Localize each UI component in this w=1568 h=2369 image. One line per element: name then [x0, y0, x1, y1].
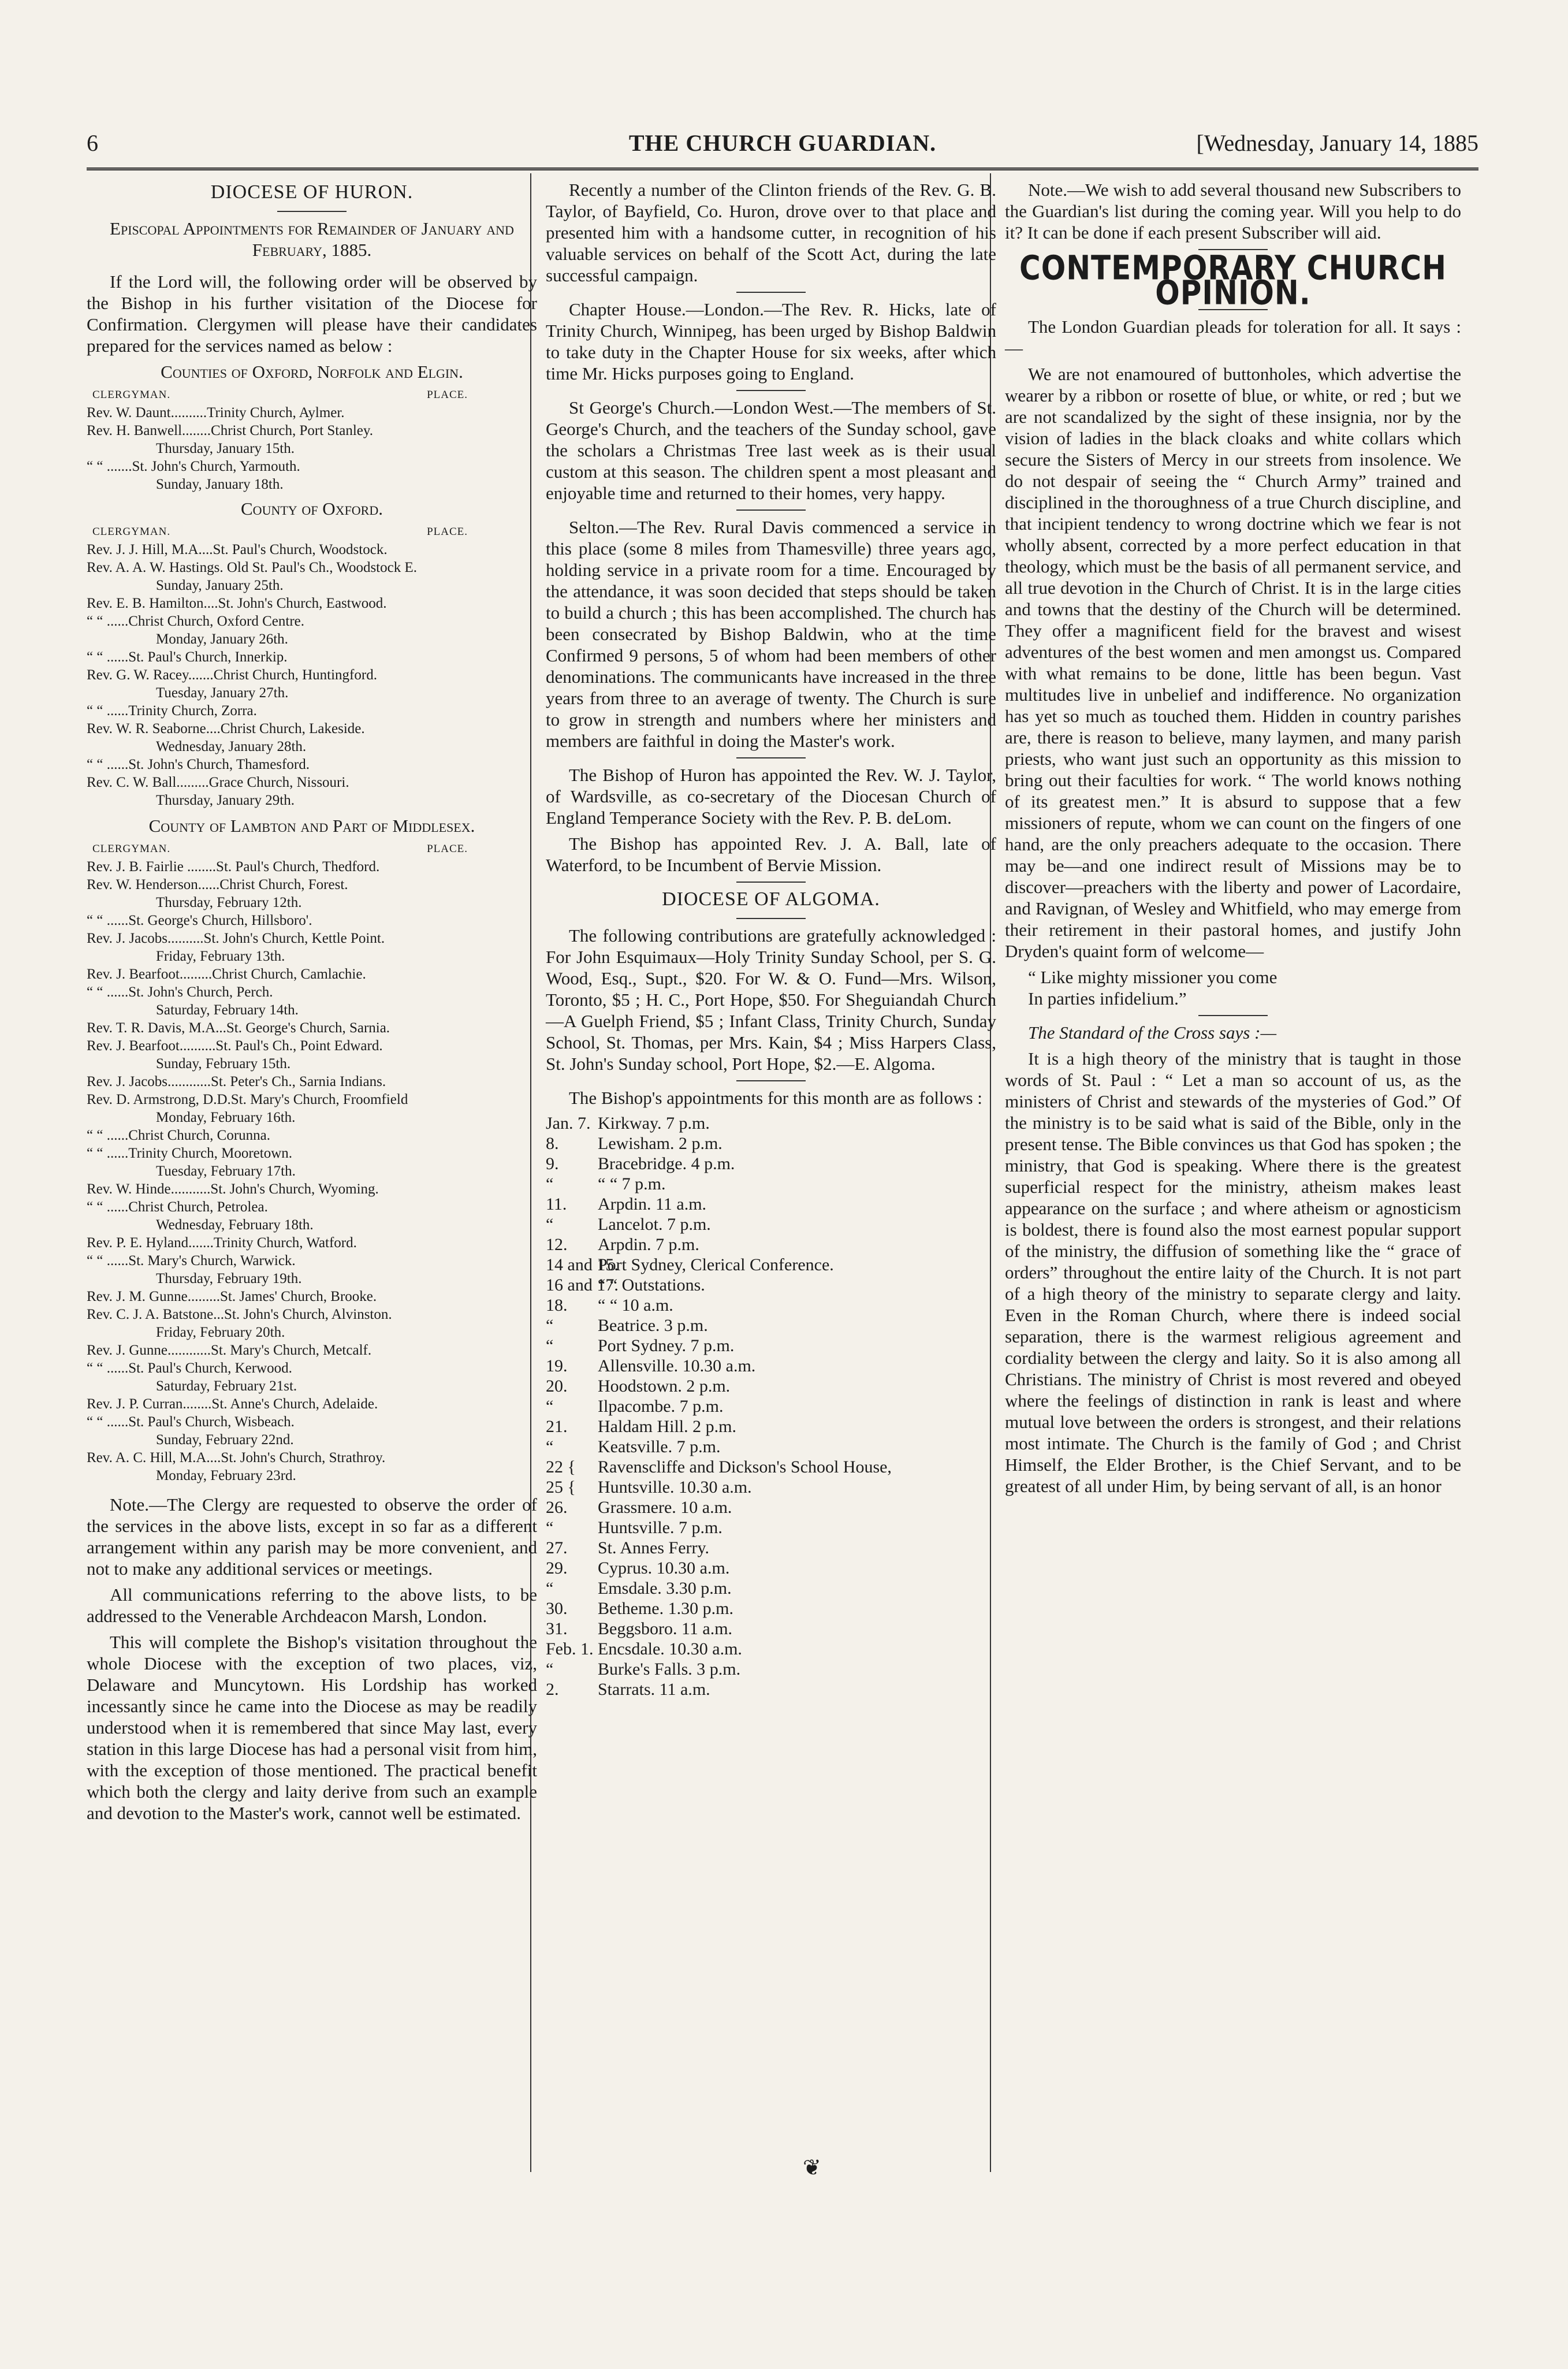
- appointment-table: [87, 840, 537, 1485]
- table-row: Monday, February 23rd.: [156, 1468, 296, 1483]
- list-item: “ Port Sydney. 7 p.m.: [546, 1336, 735, 1355]
- divider: [736, 390, 806, 391]
- paragraph: The Standard of the Cross says :—: [1028, 1022, 1277, 1043]
- list-item: 11. Arpdin. 11 a.m.: [546, 1195, 707, 1214]
- table-row: Monday, February 16th.: [156, 1110, 296, 1125]
- list-item: 26. Grassmere. 10 a.m.: [546, 1498, 732, 1517]
- paragraph: All communications referring to the above lists, to be addressed to the Venerable Archdeacon Marsh, London.: [87, 1585, 537, 1626]
- table-row: Rev. J. B. Fairlie ........St. Paul's Church, Thedford.: [87, 859, 380, 875]
- column-header: PLACE.: [427, 389, 468, 401]
- paragraph: The Bishop's appointments for this month are as follows :: [569, 1088, 982, 1108]
- paragraph: It is a high theory of the ministry that is taught in those words of St. Paul : “ Let a man so account of us, as the ministers of Christ and stewards of the mysteries of God.” Of the ministry is to be said what is said of the Bible, only in the present tense. The Bible convinces us that God has spoken ; the ministry, that God is speaking. Where there is the greatest superficial respect for the ministry, atheism makes least appearance on the surface ; and where atheism or agnosticism is boldest, there is found also the most earnest popular support of the ministry, the diffusion of something like the “ grace of orders” throughout the entire laity of the Church. It is not part of a high theory of the ministry to separate clergy and laity. Even in the Roman Church, where there is indeed social separation, there is the warmest religious agreement and cordiality between the clergy and laity. So it is also among all Christians. The ministry of Christ is most revered and obeyed where the feelings of distinction in rank is least and where mutual love between the orders is strongest, and their relations most intimate. The Church is the family of God ; and Christ Himself, the Elder Brother, is the Chief Servant, and to be greatest of all under Him, by being servant of all, is an honor: [1005, 1048, 1461, 1496]
- list-item: 30. Betheme. 1.30 p.m.: [546, 1599, 733, 1618]
- divider: [736, 1080, 806, 1081]
- list-item: 8. Lewisham. 2 p.m.: [546, 1134, 722, 1153]
- page-number: 6: [87, 130, 98, 156]
- paragraph: Chapter House.—London.—The Rev. R. Hicks, late of Trinity Church, Winnipeg, has been urged by Bishop Baldwin to take duty in the Chapter House for six weeks, after which time Mr. Hicks purposes going to England.: [546, 299, 996, 384]
- table-row: Thursday, February 12th.: [156, 895, 302, 910]
- table-row: Wednesday, January 28th.: [156, 739, 307, 754]
- column-1: [87, 179, 537, 1828]
- column-header: CLERGYMAN.: [92, 526, 171, 538]
- table-row: Rev. H. Banwell........Christ Church, Port Stanley.: [87, 423, 374, 438]
- county-heading: County of Lambton and Part of Middlesex.: [148, 816, 475, 836]
- column-header: PLACE.: [427, 526, 468, 538]
- paragraph: St George's Church.—London West.—The members of St. George's Church, and the teachers of the Sunday school, gave the scholars a Christmas Tree last week as is their usual custom at this season. The children spent a most pleasant and enjoyable time and returned to their homes, very happy.: [546, 397, 996, 503]
- masthead: [87, 126, 1478, 161]
- paragraph: The London Guardian pleads for toleration for all. It says :—: [1005, 317, 1461, 358]
- table-row: Saturday, February 21st.: [156, 1378, 297, 1394]
- table-row: Rev. T. R. Davis, M.A...St. George's Church, Sarnia.: [87, 1020, 390, 1036]
- table-row: “ “ ......St. John's Church, Perch.: [87, 984, 273, 1000]
- table-row: Friday, February 20th.: [156, 1325, 285, 1340]
- table-row: Rev. J. Bearfoot.........Christ Church, Camlachie.: [87, 966, 366, 982]
- table-row: Saturday, February 14th.: [156, 1002, 299, 1018]
- list-item: 2. Starrats. 11 a.m.: [546, 1680, 710, 1699]
- table-row: Rev. J. Jacobs..........St. John's Church, Kettle Point.: [87, 931, 385, 946]
- table-row: “ “ .......St. John's Church, Yarmouth.: [87, 459, 300, 474]
- table-row: Rev. E. B. Hamilton....St. John's Church, Eastwood.: [87, 596, 387, 611]
- list-item: 20. Hoodstown. 2 p.m.: [546, 1377, 731, 1396]
- paragraph: The Bishop has appointed Rev. J. A. Ball, late of Waterford, to be Incumbent of Bervie Mission.: [546, 834, 996, 875]
- table-row: Thursday, January 29th.: [156, 793, 295, 808]
- column-2: [546, 179, 996, 1699]
- table-row: “ “ ......Trinity Church, Zorra.: [87, 703, 257, 719]
- table-row: “ “ ......St. Paul's Church, Kerwood.: [87, 1360, 292, 1376]
- table-row: Rev. J. Gunne............St. Mary's Church, Metcalf.: [87, 1342, 372, 1358]
- table-row: Sunday, February 22nd.: [156, 1432, 294, 1448]
- table-row: Rev. A. C. Hill, M.A....St. John's Church, Strathroy.: [87, 1450, 386, 1466]
- table-row: “ “ ......Trinity Church, Mooretown.: [87, 1146, 292, 1161]
- table-row: Tuesday, February 17th.: [156, 1163, 296, 1179]
- table-row: “ “ ......Christ Church, Petrolea.: [87, 1199, 268, 1215]
- list-item: “ Lancelot. 7 p.m.: [546, 1215, 711, 1234]
- county-heading: Counties of Oxford, Norfolk and Elgin.: [161, 362, 463, 382]
- column-header: PLACE.: [427, 843, 468, 855]
- table-row: Sunday, February 15th.: [156, 1056, 291, 1072]
- subscription-note: Note.—We wish to add several thousand new Subscribers to the Guardian's list during the coming year. Will you help to do it? It can be done if each present Subscriber will aid.: [1005, 180, 1461, 243]
- table-row: “ “ ......St. Paul's Church, Wisbeach.: [87, 1414, 295, 1430]
- table-row: Rev. D. Armstrong, D.D.St. Mary's Church, Froomfield: [87, 1092, 408, 1107]
- table-row: “ “ ......St. Paul's Church, Innerkip.: [87, 649, 288, 665]
- quote-line: “ Like mighty missioner you come: [1028, 967, 1278, 987]
- section-heading: DIOCESE OF HURON.: [210, 181, 414, 203]
- table-row: Rev. P. E. Hyland.......Trinity Church, Watford.: [87, 1235, 357, 1251]
- list-item: “ Emsdale. 3.30 p.m.: [546, 1579, 732, 1598]
- table-row: Thursday, January 15th.: [156, 441, 295, 456]
- table-row: Rev. C. J. A. Batstone...St. John's Church, Alvinston.: [87, 1307, 392, 1322]
- section-subheading: Episcopal Appointments for Remainder of January and February, 1885.: [110, 218, 514, 260]
- table-row: Wednesday, February 18th.: [156, 1217, 314, 1233]
- table-row: Rev. J. Jacobs............St. Peter's Ch., Sarnia Indians.: [87, 1074, 386, 1089]
- table-row: Monday, January 26th.: [156, 631, 288, 647]
- masthead-rule: [87, 168, 1478, 170]
- table-row: “ “ ......St. George's Church, Hillsboro'.: [87, 913, 312, 928]
- list-item: 19. Allensville. 10.30 a.m.: [546, 1356, 756, 1375]
- paragraph: We are not enamoured of buttonholes, which advertise the wearer by a ribbon or rosette of blue, or white, or red ; but we are not scandalized by the sight of these insignia, nor by the vision of ladies in the black cloaks and white collars which secure the Sisters of Mercy in our streets from insolence. We do not despair of seeing the “ Church Army” trained and disciplined in the thoroughness of a true Church discipline, and that incipient tendency to wrong doctrine which we fear is not wholly absent, corrected by a more perfect education in that theology, which must be the basis of all permanent service, and all true devotion in the Church of Christ. It is in the large cities and towns that the destiny of the Church will be determined. They offer a magnificent field for the bravest and wisest adventures of the best women and men amongst us. Compared with what remains to be done, little has been begun. Vast multitudes live in unbelief and indifference. No organization has yet so much as touched them. Hidden in country parishes are, there is reason to believe, many laymen, and many parish priests, who want just such an opportunity as this mission to bring out their faculties for work. “ The world knows nothing of its greatest men.” It is absurd to suppose that a few missioners of repute, whom we can count on the fingers of one hand, are the only preachers adequate to the occasion. There may be—and one indirect result of Missions may be to discover—preachers with the liberty and power of Lacordaire, and Ravignan, of Wesley and Whitfield, who may emerge from their retirement in their pastoral homes, and justify John Dryden's quaint form of welcome—: [1005, 364, 1461, 961]
- table-row: Rev. J. P. Curran........St. Anne's Church, Adelaide.: [87, 1396, 378, 1412]
- table-row: Rev. G. W. Racey.......Christ Church, Huntingford.: [87, 667, 377, 683]
- paragraph: This will complete the Bishop's visitation throughout the whole Diocese with the exception of two places, viz, Delaware and Muncytown. His Lordship has worked incessantly since he came into the Diocese as may be readily understood when it is remembered that since May last, every station in this large Diocese has had a personal visit from him, with the exception of those mentioned. The practical benefit which both the clergy and laity derive from such an example and devotion to the Master's work, cannot well be estimated.: [87, 1632, 537, 1823]
- issue-date: [Wednesday, January 14, 1885: [1196, 130, 1478, 156]
- column-header: CLERGYMAN.: [92, 843, 171, 855]
- table-row: Rev. C. W. Ball.........Grace Church, Nissouri.: [87, 775, 349, 790]
- table-row: “ “ ......Christ Church, Corunna.: [87, 1128, 271, 1143]
- list-item: 25 { Huntsville. 10.30 a.m.: [546, 1478, 752, 1497]
- newspaper-title: THE CHURCH GUARDIAN.: [628, 130, 937, 156]
- divider: [736, 918, 806, 919]
- divider: [1198, 1015, 1268, 1016]
- appointment-table: [87, 523, 537, 809]
- list-item: Feb. 1. Encsdale. 10.30 a.m.: [546, 1639, 742, 1658]
- divider: [736, 757, 806, 758]
- table-row: Rev. J. M. Gunne.........St. James' Church, Brooke.: [87, 1289, 377, 1304]
- list-item: 22 { Ravenscliffe and Dickson's School House,: [546, 1457, 892, 1477]
- paragraph: Recently a number of the Clinton friends of the Rev. G. B. Taylor, of Bayfield, Co. Huron, drove over to that place and presented him with a handsome cutter, in recognition of his valuable services on behalf of the Scott Act, during the late successful campaign.: [546, 180, 996, 285]
- verse-quote: [1005, 966, 1461, 1009]
- table-row: Rev. J. J. Hill, M.A....St. Paul's Church, Woodstock.: [87, 542, 388, 557]
- table-row: Thursday, February 19th.: [156, 1271, 302, 1286]
- paragraph: The Bishop of Huron has appointed the Rev. W. J. Taylor, of Wardsville, as co-secretary of the Diocesan Church of England Temperance Society with the Rev. P. B. deLom.: [546, 765, 996, 828]
- table-row: Rev. J. Bearfoot..........St. Paul's Ch., Point Edward.: [87, 1038, 383, 1054]
- list-item: 14 and 15. Port Sydney, Clerical Conference.: [546, 1255, 834, 1274]
- list-item: “ Huntsville. 7 p.m.: [546, 1518, 722, 1537]
- list-item: Jan. 7. Kirkway. 7 p.m.: [546, 1114, 710, 1133]
- appointment-table: [87, 386, 537, 493]
- appointment-list: [546, 1113, 996, 1699]
- table-row: Sunday, January 18th.: [156, 477, 284, 492]
- list-item: 16 and 17. “ “ Outstations.: [546, 1275, 705, 1295]
- divider: [736, 292, 806, 293]
- table-row: Rev. W. Hinde...........St. John's Church, Wyoming.: [87, 1181, 379, 1197]
- table-row: Tuesday, January 27th.: [156, 685, 289, 701]
- list-item: 9. Bracebridge. 4 p.m.: [546, 1154, 735, 1173]
- list-item: “ Burke's Falls. 3 p.m.: [546, 1660, 741, 1679]
- county-heading: County of Oxford.: [241, 499, 383, 519]
- table-row: “ “ ......St. Mary's Church, Warwick.: [87, 1253, 296, 1269]
- table-row: Sunday, January 25th.: [156, 578, 284, 593]
- table-row: Rev. W. Daunt..........Trinity Church, Aylmer.: [87, 405, 345, 421]
- list-item: “ Beatrice. 3 p.m.: [546, 1316, 708, 1335]
- divider: [277, 211, 347, 212]
- quote-line: In parties infidelium.”: [1028, 988, 1187, 1009]
- divider: [736, 509, 806, 511]
- table-row: Rev. A. A. W. Hastings. Old St. Paul's Ch., Woodstock E.: [87, 560, 417, 575]
- list-item: 29. Cyprus. 10.30 a.m.: [546, 1559, 730, 1578]
- list-item: 12. Arpdin. 7 p.m.: [546, 1235, 699, 1254]
- column-3: [1005, 179, 1461, 1501]
- paragraph: Selton.—The Rev. Rural Davis commenced a service in this place (some 8 miles from Thamesville) three years ago, holding service in a private room for a time. Encouraged by the attendance, it was soon decided that steps should be taken to build a church ; this has been accomplished. The church has been consecrated by Bishop Baldwin, who at the time Confirmed 9 persons, 5 of whom had been members of other denominations. The communicants have increased in the three years from three to an average of twenty. The Church is sure to grow in strength and numbers where her ministers and members are faithful in doing the Master's work.: [546, 517, 996, 751]
- table-row: “ “ ......Christ Church, Oxford Centre.: [87, 613, 305, 629]
- list-item: 18. “ “ 10 a.m.: [546, 1296, 673, 1315]
- column-header: CLERGYMAN.: [92, 389, 171, 401]
- section-heading: DIOCESE OF ALGOMA.: [662, 888, 880, 910]
- list-item: 27. St. Annes Ferry.: [546, 1538, 710, 1557]
- divider: [736, 882, 806, 883]
- section-heading: CONTEMPORARY CHURCH OPINION.: [1019, 248, 1447, 313]
- table-row: Friday, February 13th.: [156, 949, 285, 964]
- paragraph: The following contributions are gratefully acknowledged : For John Esquimaux—Holy Trinity Sunday School, per S. G. Wood, Esq., Supt., $20. For W. & O. Fund—Mrs. Wilson, Toronto, $5 ; H. C., Port Hope, $50. For Sheguiandah Church—A Guelph Friend, $5 ; Infant Class, Trinity Church, Sunday School, St. Thomas, per Mrs. Kain, $4 ; Miss Harpers Class, St. John's Sunday school, Port Hope, $2.—E. Algoma.: [546, 925, 996, 1074]
- table-row: Rev. W. R. Seaborne....Christ Church, Lakeside.: [87, 721, 365, 737]
- list-item: 21. Haldam Hill. 2 p.m.: [546, 1417, 736, 1436]
- table-row: Rev. W. Henderson......Christ Church, Forest.: [87, 877, 348, 892]
- paragraph: If the Lord will, the following order will be observed by the Bishop in his further visitation of the Diocese for Confirmation. Clergymen will please have their candidates prepared for the services named as below :: [87, 272, 537, 356]
- ornament-icon: ❦: [803, 2156, 821, 2180]
- list-item: 31. Beggsboro. 11 a.m.: [546, 1619, 733, 1638]
- paragraph: Note.—The Clergy are requested to observe the order of the services in the above lists, except in so far as a different arrangement within any parish may be more convenient, and not to make any additional services or meetings.: [87, 1494, 537, 1579]
- list-item: “ Keatsville. 7 p.m.: [546, 1437, 721, 1456]
- table-row: “ “ ......St. John's Church, Thamesford.: [87, 757, 310, 772]
- list-item: “ “ “ 7 p.m.: [546, 1174, 666, 1193]
- list-item: “ Ilpacombe. 7 p.m.: [546, 1397, 724, 1416]
